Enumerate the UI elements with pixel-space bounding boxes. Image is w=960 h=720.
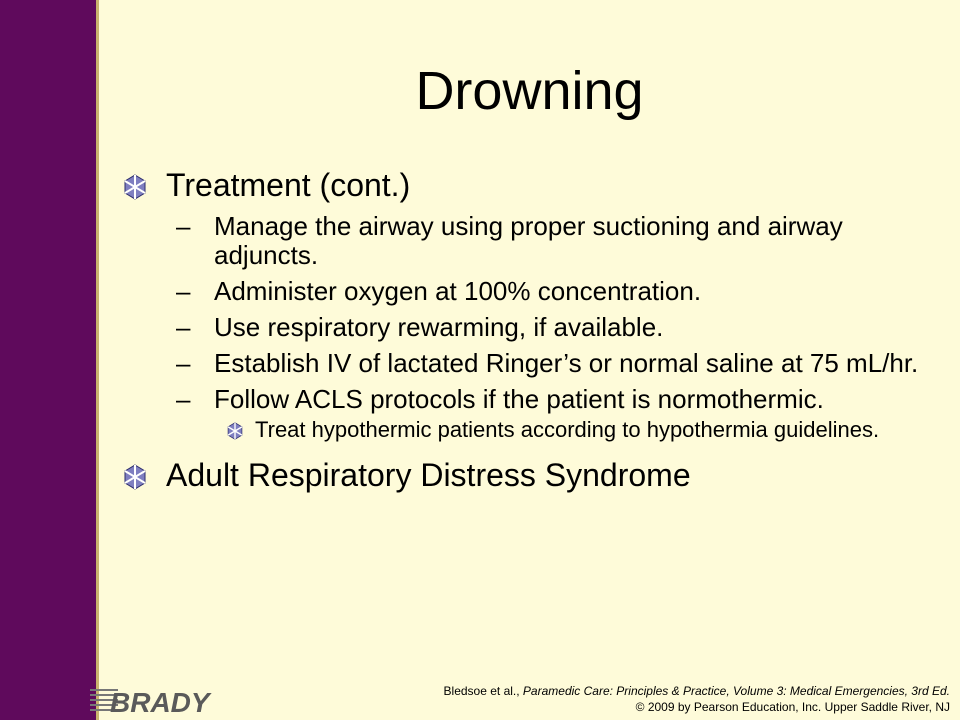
subitem-iv (120, 349, 920, 378)
dash-marker: – (176, 348, 191, 378)
asterisk-bullet-icon (122, 464, 148, 490)
brady-logo (90, 686, 220, 716)
dash-marker: – (176, 384, 191, 414)
dash-marker: – (176, 276, 191, 306)
sidebar-band (0, 0, 96, 720)
subsubitem-hypothermic (120, 417, 920, 443)
logo-text: BRADY (110, 687, 210, 716)
bullet-ards (120, 455, 920, 495)
subitem-text: Manage the airway using proper suctioning and airway adjuncts. (214, 211, 843, 270)
subitem-text: Follow ACLS protocols if the patient is normothermic. (214, 384, 824, 414)
bullet-text: Treatment (cont.) (166, 167, 411, 203)
dash-marker: – (176, 312, 191, 342)
bullet-text: Adult Respiratory Distress Syndrome (166, 457, 691, 493)
asterisk-bullet-icon (226, 422, 244, 440)
subitem-text: Establish IV of lactated Ringer’s or normal saline at 75 mL/hr. (214, 348, 919, 378)
citation-block (444, 683, 950, 715)
citation-authors: Bledsoe et al., (443, 684, 523, 698)
citation-book: Paramedic Care: Principles & Practice, Volume 3: Medical Emergencies, 3rd Ed. (522, 684, 950, 698)
copyright-line: © 2009 by Pearson Education, Inc. Upper Saddle River, NJ (635, 700, 950, 714)
slide-content (120, 165, 920, 495)
subitem-airway (120, 212, 920, 270)
subitem-oxygen (120, 277, 920, 306)
subitem-rewarming (120, 313, 920, 342)
asterisk-bullet-icon (122, 174, 148, 200)
slide-title: Drowning (415, 61, 644, 121)
bullet-treatment (120, 165, 920, 205)
subsubitem-text: Treat hypothermic patients according to hypothermia guidelines. (255, 417, 880, 442)
subitem-text: Administer oxygen at 100% concentration. (214, 276, 702, 306)
subitem-text: Use respiratory rewarming, if available. (214, 312, 664, 342)
dash-marker: – (176, 211, 191, 241)
citation-line (444, 683, 950, 699)
subitem-acls (120, 385, 920, 414)
